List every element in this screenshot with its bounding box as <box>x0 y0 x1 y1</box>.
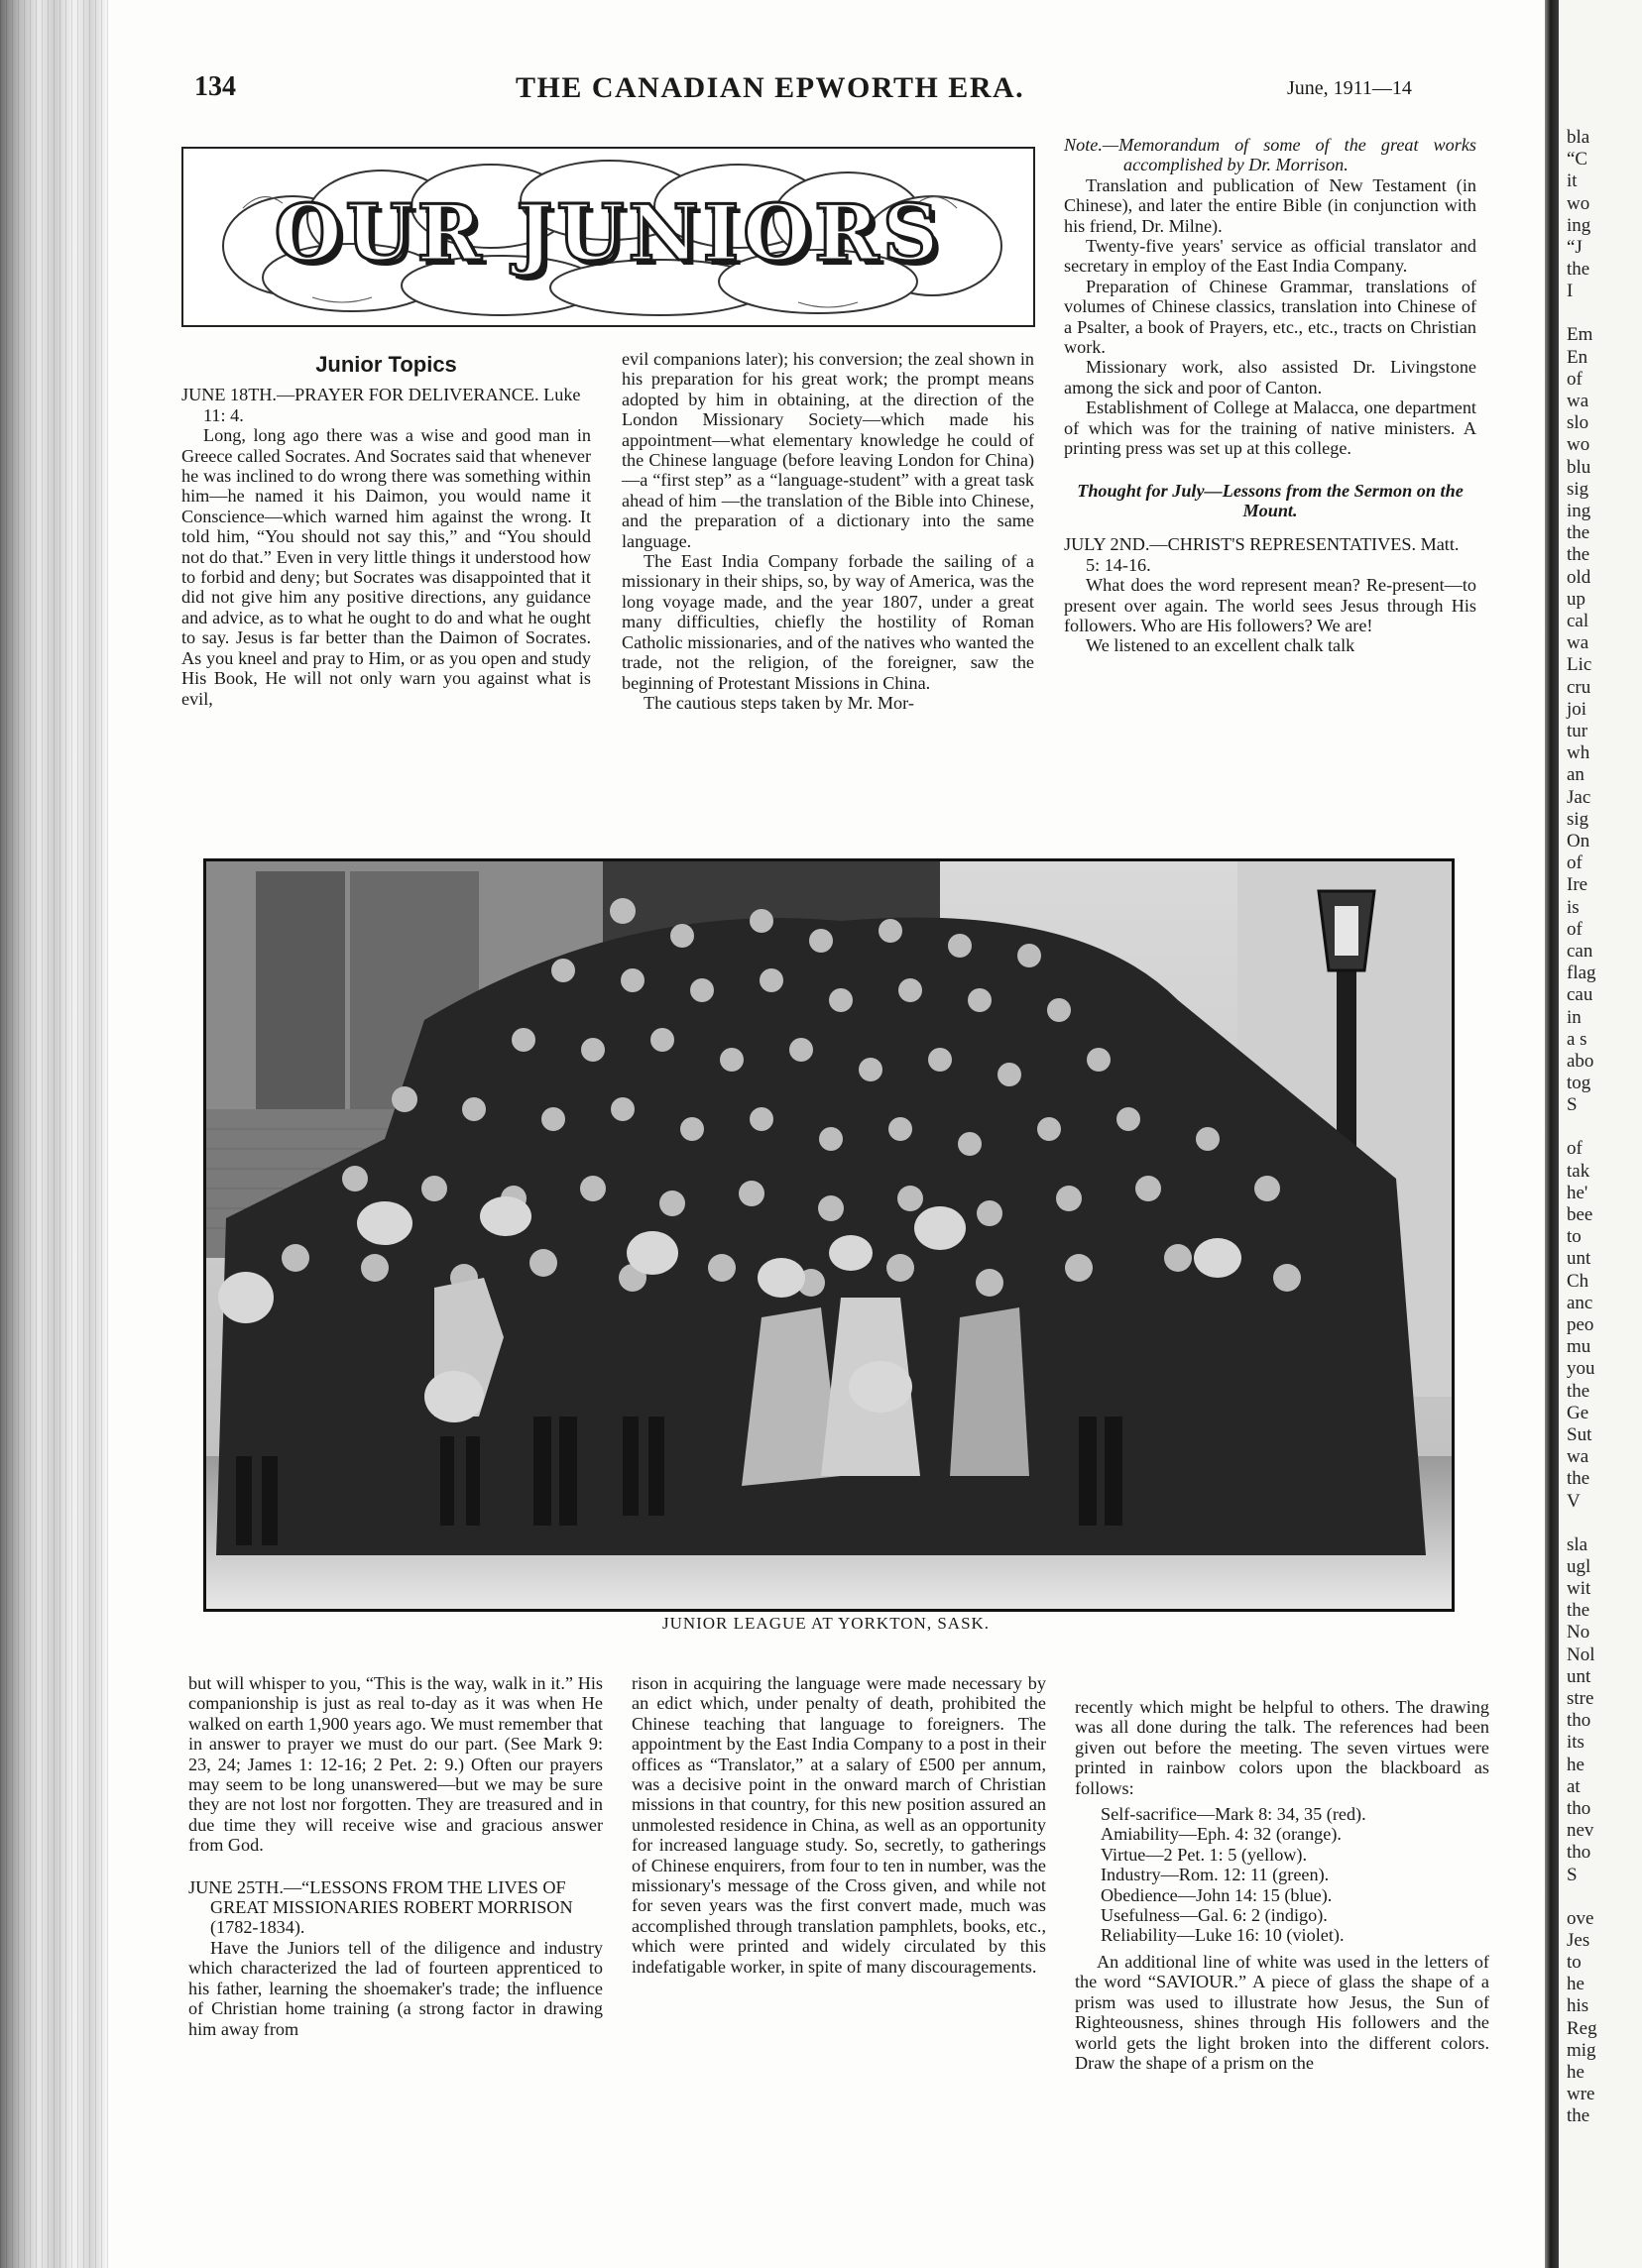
next-page-fragment: cal <box>1567 611 1589 631</box>
next-page-fragment: its <box>1567 1732 1584 1754</box>
memorandum-note: Note.—Memorandum of some of the great works accomplished by Dr. Morrison. <box>1064 135 1476 175</box>
column-2 <box>622 349 1034 713</box>
group-photograph <box>203 858 1455 1612</box>
list-item: Industry—Rom. 12: 11 (green). <box>1101 1865 1330 1885</box>
next-page-fragment: the <box>1567 259 1590 281</box>
paragraph: We listened to an excellent chalk talk <box>1086 635 1355 656</box>
next-page-fragment: he <box>1567 2062 1584 2083</box>
next-page-fragment: tur <box>1567 721 1588 741</box>
next-page-fragment: mig <box>1567 2039 1596 2061</box>
next-page-fragment: you <box>1567 1358 1595 1380</box>
next-page-fragment: the <box>1567 1600 1590 1622</box>
next-page-fragment: ing <box>1567 501 1591 521</box>
photo-illustration <box>206 861 1452 1609</box>
next-page-fragment: mu <box>1567 1336 1591 1358</box>
column-1 <box>181 352 591 709</box>
page-edges <box>0 0 109 2268</box>
next-page-fragment: tog <box>1567 1073 1591 1094</box>
next-page-fragment: Lic <box>1567 654 1592 676</box>
next-page-fragment: tak <box>1567 1160 1590 1182</box>
page-title: THE CANADIAN EPWORTH ERA. <box>516 71 1025 104</box>
paragraph: recently which might be helpful to others. The drawing was all done during the talk. The references had been given out before the meeting. The seven virtues were printed in rainbow colors upon the blackboard as follows: <box>1075 1697 1489 1798</box>
binding-shadow <box>1545 0 1559 2268</box>
page-number: 134 <box>194 71 236 102</box>
next-page-fragment: wh <box>1567 742 1590 764</box>
banner-title: OUR JUNIORS <box>274 188 943 279</box>
next-page-fragment: in <box>1567 1006 1582 1028</box>
paragraph: The East India Company forbade the sailing of a missionary in their ships, so, by way of America, was the long voyage made, and the year 1807, under a great many difficulties, chiefly the hostility of Roman Catholic missionaries, and of the natives who wanted the trade, not the religion, of the foreigner, saw the beginning of Protestant Missions in China. <box>622 551 1034 693</box>
next-page-fragment: blu <box>1567 456 1591 478</box>
paragraph: Have the Juniors tell of the diligence and industry which characterized the lad of fourteen apprenticed to his father, learning the shoemaker's trade; the influence of Christian home training (a strong factor in drawing him away from <box>188 1937 603 2039</box>
list-item: Self-sacrifice—Mark 8: 34, 35 (red). <box>1101 1804 1366 1825</box>
section-heading: Junior Topics <box>315 352 457 377</box>
paragraph: evil companions later); his conversion; the zeal shown in his preparation for his great work; the prompt means adopted by him in obtaining, at the direction of the London Missionary Society—which made his appointment—what elementary knowledge he could of the Chinese language (before leaving London for China)—a “first step” as a “language-student” with a great task ahead of him —the translation of the Bible into Chinese, and the preparation of a dictionary into the same language. <box>622 349 1034 551</box>
next-page-fragment: “C <box>1567 149 1588 170</box>
next-page-fragment: cau <box>1567 984 1593 1006</box>
next-page-fragment: to <box>1567 1952 1582 1973</box>
column-6 <box>1075 1697 1489 2073</box>
next-page-fragment: he <box>1567 1974 1584 1995</box>
next-page-fragment: sla <box>1567 1533 1588 1555</box>
next-page-fragment: flag <box>1567 963 1596 984</box>
next-page-fragment: sig <box>1567 478 1589 500</box>
next-page-fragment: wo <box>1567 434 1590 456</box>
next-page-fragment: “J <box>1567 237 1583 258</box>
list-item: Usefulness—Gal. 6: 2 (indigo). <box>1101 1905 1328 1926</box>
next-page-fragment: the <box>1567 2105 1590 2127</box>
paragraph: Translation and publication of New Testament (in Chinese), and later the entire Bible (in conjunction with his friend, Dr. Milne). <box>1064 174 1476 236</box>
next-page-fragment: anc <box>1567 1292 1593 1313</box>
next-page-fragment: to <box>1567 1226 1582 1248</box>
our-juniors-banner <box>181 147 1035 327</box>
next-page-fragment: wo <box>1567 192 1590 214</box>
next-page-fragment: a s <box>1567 1028 1587 1050</box>
next-page-fragment: can <box>1567 941 1593 962</box>
next-page-fragment: of <box>1567 918 1583 940</box>
next-page-fragment: up <box>1567 588 1585 610</box>
next-page-fragment: Reg <box>1567 2017 1597 2039</box>
next-page-fragment: an <box>1567 764 1584 786</box>
next-page-fragment: is <box>1567 896 1580 918</box>
paragraph: Twenty-five years' service as official translator and secretary in employ of the East India Company. <box>1064 236 1476 277</box>
next-page-fragment: wa <box>1567 632 1589 654</box>
next-page-fragment: Em <box>1567 324 1593 346</box>
next-page-fragment: wit <box>1567 1578 1591 1599</box>
next-page-fragment: joi <box>1567 698 1587 720</box>
lesson-title: JUNE 25TH.—“LESSONS FROM THE LIVES OF GREAT MISSIONARIES ROBERT MORRISON (1782-1834). <box>188 1876 573 1938</box>
next-page-fragment: cru <box>1567 676 1591 698</box>
next-page-fragment: wre <box>1567 2084 1595 2105</box>
next-page-fragment: Sut <box>1567 1424 1592 1445</box>
next-page-fragment: of <box>1567 368 1583 390</box>
virtues-list <box>1075 1804 1489 1946</box>
next-page-fragment: On <box>1567 831 1590 851</box>
next-page-fragment: ing <box>1567 214 1591 236</box>
next-page-fragment: unt <box>1567 1665 1591 1687</box>
paragraph: but will whisper to you, “This is the way, walk in it.” His companionship is just as real to-day as it was when He walked on earth 1,900 years ago. We must remember that in answer to prayer we must do our part. (See Mark 9: 23, 24; James 1: 12-16; 2 Pet. 2: 9.) Often our prayers may seem to be long unanswered—but we may be sure they are not lost nor forgotten. They are treasured and in due time they will receive wise and gracious answer from God. <box>188 1673 603 1856</box>
next-page-fragment: tho <box>1567 1710 1591 1732</box>
next-page-fragment: wa <box>1567 1446 1589 1468</box>
next-page-fragment: En <box>1567 346 1588 368</box>
next-page-fragment: Jes <box>1567 1929 1590 1951</box>
next-page-fragment: slo <box>1567 412 1589 434</box>
paragraph: rison in acquiring the language were made necessary by an edict which, under penalty of death, prohibited the Chinese teaching that language to foreigners. The appointment by the East India Company to a post in their offices as “Translator,” at a salary of £500 per annum, was a decisive point in the onward march of Christian missions in that country, for this new position assured an unmolested residence in China, as well as an opportunity for increased language study. So, secretly, to gatherings of Chinese enquirers, from four to ten in number, was the missionary's message of the Cross given, and while not for seven years was the first convert made, much was accomplished through translation pamphlets, books, etc., which were printed and widely circulated by this indefatigable worker, in spite of many discouragements. <box>632 1673 1046 1977</box>
paragraph: Long, long ago there was a wise and good man in Greece called Socrates. And Socrates said that whenever he was inclined to do wrong there was something within him—he named it his Daimon, you would name it Conscience—which warned him against the wrong. It told him, “You should not say this,” and “You should not do that.” Even in very little things it understood how to forbid and deny; but Socrates was disappointed that it did not give him any positive directions, any guidance and advice, as to what he ought to do and what he ought to say. Jesus is far better than the Daimon of Socrates. As you kneel and pray to Him, or as you open and study His Book, He will not only warn you against what is evil, <box>181 425 591 709</box>
paragraph: Establishment of College at Malacca, one department of which was for the training of native ministers. A printing press was set up at this college. <box>1064 397 1476 459</box>
next-page-fragment: Jac <box>1567 786 1591 808</box>
list-item: Virtue—2 Pet. 1: 5 (yellow). <box>1101 1844 1308 1865</box>
next-page-fragment: bla <box>1567 127 1590 148</box>
next-page-fragment: his <box>1567 1995 1589 2017</box>
next-page-fragment: I <box>1567 281 1574 302</box>
issue-date: June, 1911—14 <box>1287 77 1412 99</box>
paragraph: The cautious steps taken by Mr. Mor- <box>644 692 914 713</box>
next-page-fragment: S <box>1567 1094 1578 1116</box>
column-3 <box>1064 135 1476 656</box>
next-page-fragment: bee <box>1567 1204 1593 1225</box>
next-page-fragment: he <box>1567 1754 1584 1775</box>
next-page-fragment: Ch <box>1567 1270 1589 1292</box>
next-page-fragment: the <box>1567 1468 1590 1490</box>
next-page-fragment: tho <box>1567 1798 1591 1819</box>
list-item: Obedience—John 14: 15 (blue). <box>1101 1884 1333 1905</box>
next-page-fragment: sig <box>1567 808 1589 830</box>
column-4 <box>188 1673 603 2039</box>
next-page-fragment: tho <box>1567 1842 1591 1864</box>
next-page-fragment: of <box>1567 1138 1583 1160</box>
next-page-fragment: V <box>1567 1490 1581 1512</box>
thought-heading: Thought for July—Lessons from the Sermon on the Mount. <box>1077 480 1464 520</box>
next-page-fragment: abo <box>1567 1051 1594 1072</box>
list-item: Reliability—Luke 16: 10 (violet). <box>1101 1925 1345 1946</box>
list-item: Amiability—Eph. 4: 32 (orange). <box>1101 1824 1342 1845</box>
paragraph: Preparation of Chinese Grammar, translations of volumes of Chinese classics, translation into Chinese of a Psalter, a book of Prayers, etc., etc., tracts on Christian work. <box>1064 276 1476 358</box>
photo-caption: JUNIOR LEAGUE AT YORKTON, SASK. <box>661 1614 991 1633</box>
next-page-fragment: it <box>1567 170 1578 192</box>
next-page-fragment: Nol <box>1567 1644 1595 1665</box>
next-page-fragment: unt <box>1567 1248 1591 1270</box>
next-page-fragment: wa <box>1567 391 1589 411</box>
next-page-fragment: the <box>1567 544 1590 566</box>
next-page-fragment: ugl <box>1567 1555 1591 1577</box>
next-page-edge <box>1559 0 1642 2268</box>
next-page-fragment: No <box>1567 1622 1590 1644</box>
next-page-fragment: ove <box>1567 1907 1594 1929</box>
column-5 <box>632 1673 1046 1977</box>
next-page-fragment: old <box>1567 566 1591 588</box>
next-page-fragment: stre <box>1567 1688 1594 1709</box>
paragraph: An additional line of white was used in the letters of the word “SAVIOUR.” A piece of glass the shape of a prism was used to illustrate how Jesus, the Sun of Righteousness, shines through His followers and the world gets the light broken into the different colors. Draw the shape of a prism on the <box>1075 1951 1489 2073</box>
lesson-title: JUNE 18TH.—PRAYER FOR DELIVERANCE. Luke 11: 4. <box>181 385 581 425</box>
next-page-fragment: nev <box>1567 1820 1594 1842</box>
next-page-fragment: he' <box>1567 1182 1588 1203</box>
paragraph: Missionary work, also assisted Dr. Livingstone among the sick and poor of Canton. <box>1064 357 1476 397</box>
lesson-title: JULY 2ND.—CHRIST'S REPRESENTATIVES. Matt. 5: 14-16. <box>1064 534 1460 575</box>
next-page-fragment: Ire <box>1567 874 1588 896</box>
next-page-fragment: at <box>1567 1775 1581 1797</box>
next-page-fragment: the <box>1567 522 1590 544</box>
next-page-fragment: peo <box>1567 1314 1594 1335</box>
next-page-fragment: the <box>1567 1380 1590 1402</box>
next-page-fragment: S <box>1567 1864 1578 1885</box>
next-page-fragment: of <box>1567 852 1583 874</box>
next-page-fragment: Ge <box>1567 1402 1589 1423</box>
paragraph: What does the word represent mean? Re-present—to present over again. The world sees Jesus through His followers. Who are His followers? We are! <box>1064 575 1476 635</box>
